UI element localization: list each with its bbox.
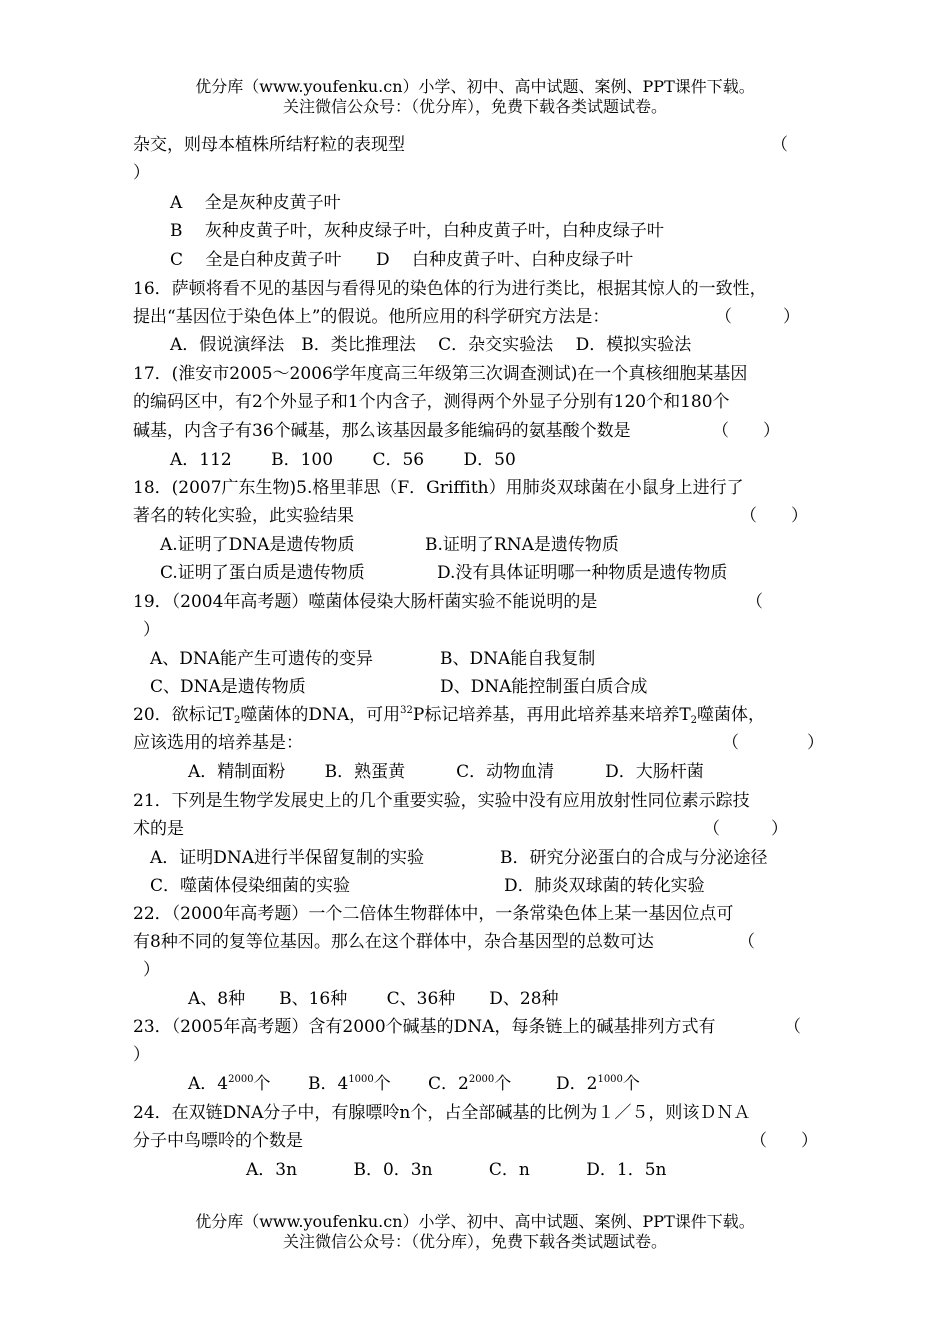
q20-answer-paren: （ ） — [722, 733, 824, 753]
q21-answer-paren: （ ） — [703, 819, 788, 839]
q23-d-unit: 个 — [622, 1074, 640, 1094]
q20-sup-1: 32 — [400, 705, 413, 716]
q23-c-base: C．2 — [428, 1074, 469, 1094]
q23-answer-paren-close: ） — [133, 1045, 150, 1065]
q19-option-c: C、DNA是遗传物质 — [150, 677, 306, 697]
header-line-1: 优分库（www.youfenku.cn）小学、初中、高中试题、案例、PPT课件下载。 — [195, 77, 755, 96]
header-line-2: 关注微信公众号：（优分库），免费下载各类试题试卷。 — [282, 97, 667, 116]
q23-line-1: 23．（2005年高考题）含有2000个碱基的DNA，每条链上的碱基排列方式有 — [133, 1017, 716, 1037]
q21-line-1: 21．下列是生物学发展史上的几个重要实验，实验中没有应用放射性同位素示踪技 — [133, 791, 750, 811]
q17-answer-paren: （ ） — [712, 421, 780, 441]
q19-option-a: A、DNA能产生可遗传的变异 — [150, 649, 374, 669]
page-footer — [0, 1212, 950, 1252]
q24-line-1: 24．在双链DNA分子中，有腺嘌呤n个，占全部碱基的比例为１／５，则该ＤＮＡ — [133, 1103, 751, 1123]
q16-options: A．假说演绎法 B．类比推理法 C．杂交实验法 D．模拟实验法 — [170, 335, 692, 355]
q23-b-base: B．4 — [308, 1074, 349, 1094]
q20-sub-2: 2 — [690, 715, 698, 726]
q23-d-exponent: 1000 — [597, 1074, 623, 1085]
q22-line-1: 22．（2000年高考题）一个二倍体生物群体中，一条常染色体上某一基因位点可 — [133, 904, 734, 924]
q24-options: A．3n B．0．3n C．n D．1．5n — [246, 1160, 667, 1180]
q21-line-2: 术的是 — [133, 819, 184, 839]
q18-option-d: D.没有具体证明哪一种物质是遗传物质 — [437, 563, 728, 583]
q19-answer-paren-open: （ — [746, 592, 763, 612]
q19-line-1: 19．（2004年高考题）噬菌体侵染大肠杆菌实验不能说明的是 — [133, 592, 598, 612]
q20-text-1: 20．欲标记T — [133, 705, 234, 725]
q15-option-a: A 全是灰种皮黄子叶 — [170, 193, 341, 213]
q21-option-a: A．证明DNA进行半保留复制的实验 — [150, 848, 425, 868]
q21-option-b: B．研究分泌蛋白的合成与分泌途径 — [500, 848, 768, 868]
q15-answer-paren-close: ） — [133, 163, 150, 183]
q23-option-a — [188, 1074, 271, 1094]
q23-c-exponent: 2000 — [468, 1074, 495, 1085]
q22-answer-paren-close: ） — [143, 960, 160, 980]
q24-line-2: 分子中鸟嘌呤的个数是 — [133, 1131, 303, 1151]
q22-options: A、8种 B、16种 C、36种 D、28种 — [188, 989, 559, 1009]
q23-option-b — [308, 1074, 391, 1094]
q23-a-exponent: 2000 — [228, 1074, 254, 1085]
q18-option-a: A.证明了DNA是遗传物质 — [160, 535, 355, 555]
q22-line-2: 有8种不同的复等位基因。那么在这个群体中，杂合基因型的总数可达 — [133, 932, 654, 952]
q18-line-1: 18．(2007广东生物)5.格里菲思（F．Griffith）用肺炎双球菌在小鼠身上进行了 — [133, 478, 744, 498]
q23-b-unit: 个 — [373, 1074, 391, 1094]
q18-line-2: 著名的转化实验，此实验结果 — [133, 506, 354, 526]
q19-answer-paren-close: ） — [143, 620, 160, 640]
q16-answer-paren: （ ） — [715, 307, 800, 327]
footer-line-1: 优分库（www.youfenku.cn）小学、初中、高中试题、案例、PPT课件下载。 — [195, 1212, 755, 1231]
q23-a-base: A．4 — [188, 1074, 229, 1094]
footer-line-2: 关注微信公众号：（优分库），免费下载各类试题试卷。 — [282, 1232, 667, 1251]
q17-line-1: 17．(淮安市2005～2006学年度高三年级第三次调查测试)在一个真核细胞某基因 — [133, 364, 748, 384]
q17-line-2: 的编码区中，有2个外显子和1个内含子，测得两个外显子分别有120个和180个 — [133, 392, 730, 412]
q16-line-1: 16．萨顿将看不见的基因与看得见的染色体的行为进行类比，根据其惊人的一致性， — [133, 279, 767, 299]
q19-option-b: B、DNA能自我复制 — [440, 649, 596, 669]
q17-line-3: 碱基，内含子有36个碱基，那么该基因最多能编码的氨基酸个数是 — [133, 421, 631, 441]
q15-answer-paren-open: （ — [771, 135, 788, 155]
q23-answer-paren-open: （ — [784, 1017, 801, 1037]
q20-line-1 — [133, 705, 765, 725]
q20-text-2: 噬菌体的DNA，可用 — [240, 705, 401, 725]
q20-text-3: P标记培养基，再用此培养基来培养T — [412, 705, 691, 725]
q23-a-unit: 个 — [253, 1074, 271, 1094]
q20-text-4: 噬菌体， — [697, 705, 766, 725]
q15-option-c: C 全是白种皮黄子叶 — [170, 250, 342, 270]
q20-options: A．精制面粉 B．熟蛋黄 C．动物血清 D．大肠杆菌 — [188, 762, 704, 782]
q23-b-exponent: 1000 — [348, 1074, 374, 1085]
q20-sub-1: 2 — [233, 715, 241, 726]
q24-answer-paren: （ ） — [750, 1131, 818, 1151]
q15-stem: 杂交，则母本植株所结籽粒的表现型 — [133, 135, 405, 155]
q23-option-c — [428, 1074, 511, 1094]
q18-answer-paren: （ ） — [740, 506, 808, 526]
q21-option-d: D．肺炎双球菌的转化实验 — [504, 876, 705, 896]
q16-line-2: 提出“基因位于染色体上”的假说。他所应用的科学研究方法是： — [133, 307, 610, 327]
q19-option-d: D、DNA能控制蛋白质合成 — [440, 677, 648, 697]
q15-option-d: D 白种皮黄子叶、白种皮绿子叶 — [376, 250, 634, 270]
page-header — [0, 77, 950, 117]
q23-option-d — [556, 1074, 640, 1094]
q18-option-c: C.证明了蛋白质是遗传物质 — [160, 563, 365, 583]
q21-option-c: C．噬菌体侵染细菌的实验 — [150, 876, 351, 896]
q20-line-2: 应该选用的培养基是： — [133, 733, 303, 753]
q17-options: A．112 B．100 C．56 D．50 — [170, 450, 516, 470]
q18-option-b: B.证明了RNA是遗传物质 — [425, 535, 619, 555]
q23-c-unit: 个 — [494, 1074, 512, 1094]
q15-option-b: B 灰种皮黄子叶，灰种皮绿子叶，白种皮黄子叶，白种皮绿子叶 — [170, 221, 664, 241]
q23-d-base: D．2 — [556, 1074, 598, 1094]
q22-answer-paren-open: （ — [738, 932, 755, 952]
